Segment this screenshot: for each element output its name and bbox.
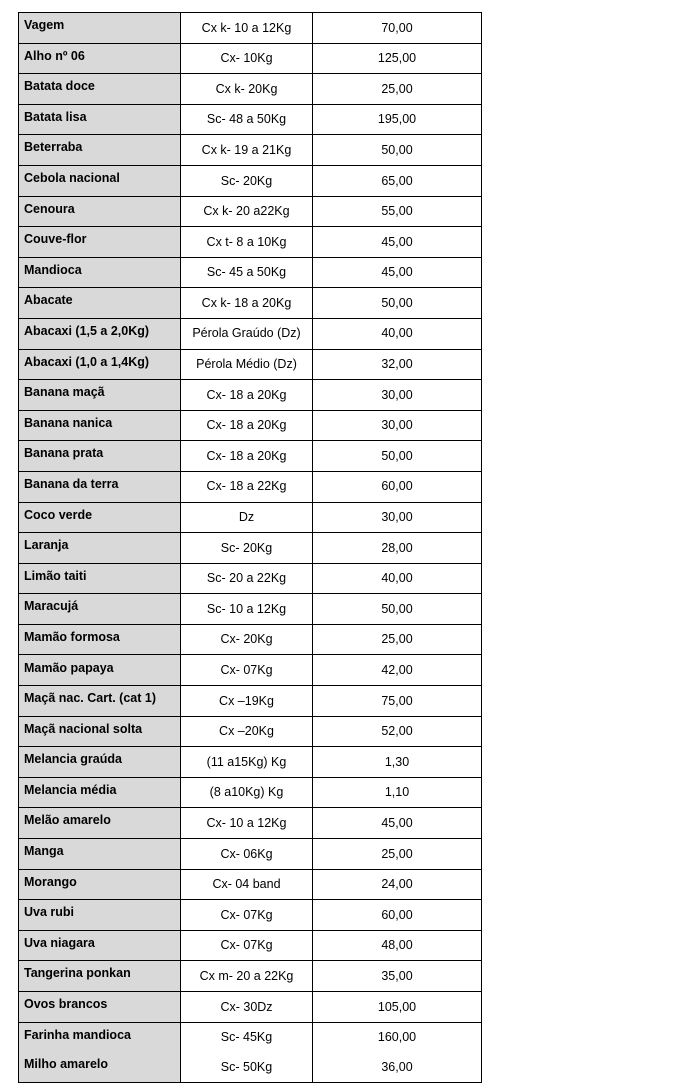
table-row xyxy=(19,380,482,411)
price-cell: 195,00 xyxy=(313,104,482,135)
product-name-cell: Uva niagara xyxy=(19,930,181,961)
price-cell: 65,00 xyxy=(313,165,482,196)
table-row xyxy=(19,900,482,931)
price-cell: 55,00 xyxy=(313,196,482,227)
product-name-cell: Abacaxi (1,0 a 1,4Kg) xyxy=(19,349,181,380)
packaging-cell: Cx- 10 a 12Kg xyxy=(181,808,313,839)
packaging-cell: Cx –19Kg xyxy=(181,686,313,717)
price-cell: 30,00 xyxy=(313,410,482,441)
packaging-cell: Sc- 20Kg xyxy=(181,533,313,564)
product-name-cell: Vagem xyxy=(19,13,181,44)
product-name-cell: Mamão formosa xyxy=(19,624,181,655)
packaging-cell: Sc- 10 a 12Kg xyxy=(181,594,313,625)
table-row xyxy=(19,196,482,227)
packaging-cell: Cx- 18 a 22Kg xyxy=(181,471,313,502)
packaging-cell: Cx k- 20Kg xyxy=(181,74,313,105)
product-name-cell: Maçã nacional solta xyxy=(19,716,181,747)
packaging-cell: Sc- 45 a 50Kg xyxy=(181,257,313,288)
product-name-cell: Ovos brancos xyxy=(19,992,181,1023)
table-row xyxy=(19,563,482,594)
price-cell: 40,00 xyxy=(313,563,482,594)
product-name-cell: Melancia graúda xyxy=(19,747,181,778)
table-row xyxy=(19,655,482,686)
table-row xyxy=(19,227,482,258)
price-cell: 25,00 xyxy=(313,839,482,870)
table-row xyxy=(19,43,482,74)
table-row xyxy=(19,104,482,135)
table-row xyxy=(19,533,482,564)
price-cell: 1,30 xyxy=(313,747,482,778)
product-name-cell: Beterraba xyxy=(19,135,181,166)
price-cell: 125,00 xyxy=(313,43,482,74)
product-name-cell: Manga xyxy=(19,839,181,870)
packaging-cell: Cx –20Kg xyxy=(181,716,313,747)
product-name-cell: Farinha mandioca xyxy=(19,1022,181,1052)
product-name-cell: Melão amarelo xyxy=(19,808,181,839)
product-name-cell: Morango xyxy=(19,869,181,900)
table-row xyxy=(19,716,482,747)
table-row xyxy=(19,961,482,992)
price-cell: 160,00 xyxy=(313,1022,482,1052)
packaging-cell: Cx- 10Kg xyxy=(181,43,313,74)
price-cell: 30,00 xyxy=(313,380,482,411)
packaging-cell: Dz xyxy=(181,502,313,533)
packaging-cell: Pérola Médio (Dz) xyxy=(181,349,313,380)
price-cell: 40,00 xyxy=(313,318,482,349)
product-name-cell: Alho nº 06 xyxy=(19,43,181,74)
price-cell: 60,00 xyxy=(313,900,482,931)
price-cell: 25,00 xyxy=(313,74,482,105)
table-row xyxy=(19,869,482,900)
price-cell: 50,00 xyxy=(313,288,482,319)
price-cell: 32,00 xyxy=(313,349,482,380)
packaging-cell: Cx- 06Kg xyxy=(181,839,313,870)
packaging-cell: Cx k- 18 a 20Kg xyxy=(181,288,313,319)
product-name-cell: Mamão papaya xyxy=(19,655,181,686)
packaging-cell: Sc- 48 a 50Kg xyxy=(181,104,313,135)
table-row xyxy=(19,257,482,288)
packaging-cell: Cx k- 10 a 12Kg xyxy=(181,13,313,44)
price-cell: 45,00 xyxy=(313,257,482,288)
packaging-cell: Cx- 07Kg xyxy=(181,655,313,686)
price-cell: 50,00 xyxy=(313,135,482,166)
table-row xyxy=(19,839,482,870)
table-row xyxy=(19,135,482,166)
product-name-cell: Cenoura xyxy=(19,196,181,227)
table-row xyxy=(19,471,482,502)
packaging-cell: Sc- 50Kg xyxy=(181,1052,313,1082)
price-cell: 45,00 xyxy=(313,227,482,258)
table-row xyxy=(19,74,482,105)
table-row xyxy=(19,502,482,533)
table-row xyxy=(19,441,482,472)
table-row xyxy=(19,992,482,1023)
table-row xyxy=(19,288,482,319)
packaging-cell: Cx- 30Dz xyxy=(181,992,313,1023)
product-name-cell: Cebola nacional xyxy=(19,165,181,196)
packaging-cell: Cx- 07Kg xyxy=(181,930,313,961)
price-cell: 25,00 xyxy=(313,624,482,655)
product-name-cell: Banana da terra xyxy=(19,471,181,502)
price-cell: 48,00 xyxy=(313,930,482,961)
product-name-cell: Milho amarelo xyxy=(19,1052,181,1082)
product-name-cell: Melancia média xyxy=(19,777,181,808)
product-name-cell: Couve-flor xyxy=(19,227,181,258)
product-name-cell: Abacaxi (1,5 a 2,0Kg) xyxy=(19,318,181,349)
price-cell: 30,00 xyxy=(313,502,482,533)
price-cell: 24,00 xyxy=(313,869,482,900)
product-name-cell: Tangerina ponkan xyxy=(19,961,181,992)
product-name-cell: Mandioca xyxy=(19,257,181,288)
price-cell: 50,00 xyxy=(313,441,482,472)
price-cell: 1,10 xyxy=(313,777,482,808)
table-row xyxy=(19,686,482,717)
product-name-cell: Banana prata xyxy=(19,441,181,472)
price-cell: 42,00 xyxy=(313,655,482,686)
table-row xyxy=(19,747,482,778)
packaging-cell: (11 a15Kg) Kg xyxy=(181,747,313,778)
packaging-cell: Cx- 18 a 20Kg xyxy=(181,380,313,411)
packaging-cell: Cx- 07Kg xyxy=(181,900,313,931)
price-cell: 45,00 xyxy=(313,808,482,839)
packaging-cell: Cx k- 20 a22Kg xyxy=(181,196,313,227)
table-row xyxy=(19,594,482,625)
product-name-cell: Maracujá xyxy=(19,594,181,625)
table-row xyxy=(19,13,482,44)
product-name-cell: Maçã nac. Cart. (cat 1) xyxy=(19,686,181,717)
table-row xyxy=(19,777,482,808)
packaging-cell: Sc- 20 a 22Kg xyxy=(181,563,313,594)
table-row xyxy=(19,165,482,196)
table-row xyxy=(19,349,482,380)
price-cell: 70,00 xyxy=(313,13,482,44)
packaging-cell: Cx- 04 band xyxy=(181,869,313,900)
price-cell: 28,00 xyxy=(313,533,482,564)
packaging-cell: Cx t- 8 a 10Kg xyxy=(181,227,313,258)
packaging-cell: Cx m- 20 a 22Kg xyxy=(181,961,313,992)
table-row xyxy=(19,624,482,655)
product-name-cell: Uva rubi xyxy=(19,900,181,931)
packaging-cell: Cx- 18 a 20Kg xyxy=(181,441,313,472)
table-row xyxy=(19,1022,482,1052)
price-cell: 75,00 xyxy=(313,686,482,717)
price-cell: 105,00 xyxy=(313,992,482,1023)
table-row xyxy=(19,808,482,839)
product-name-cell: Batata doce xyxy=(19,74,181,105)
price-cell: 52,00 xyxy=(313,716,482,747)
product-name-cell: Banana maçã xyxy=(19,380,181,411)
price-cell: 50,00 xyxy=(313,594,482,625)
price-cell: 36,00 xyxy=(313,1052,482,1082)
table-row xyxy=(19,410,482,441)
price-table-body xyxy=(19,13,482,1083)
packaging-cell: Sc- 45Kg xyxy=(181,1022,313,1052)
table-row xyxy=(19,1052,482,1082)
packaging-cell: Sc- 20Kg xyxy=(181,165,313,196)
packaging-cell: Pérola Graúdo (Dz) xyxy=(181,318,313,349)
product-name-cell: Batata lisa xyxy=(19,104,181,135)
packaging-cell: Cx- 20Kg xyxy=(181,624,313,655)
price-table xyxy=(18,12,482,1083)
product-name-cell: Limão taiti xyxy=(19,563,181,594)
price-cell: 60,00 xyxy=(313,471,482,502)
price-cell: 35,00 xyxy=(313,961,482,992)
product-name-cell: Coco verde xyxy=(19,502,181,533)
packaging-cell: Cx- 18 a 20Kg xyxy=(181,410,313,441)
product-name-cell: Abacate xyxy=(19,288,181,319)
table-row xyxy=(19,318,482,349)
product-name-cell: Banana nanica xyxy=(19,410,181,441)
packaging-cell: (8 a10Kg) Kg xyxy=(181,777,313,808)
product-name-cell: Laranja xyxy=(19,533,181,564)
packaging-cell: Cx k- 19 a 21Kg xyxy=(181,135,313,166)
table-row xyxy=(19,930,482,961)
